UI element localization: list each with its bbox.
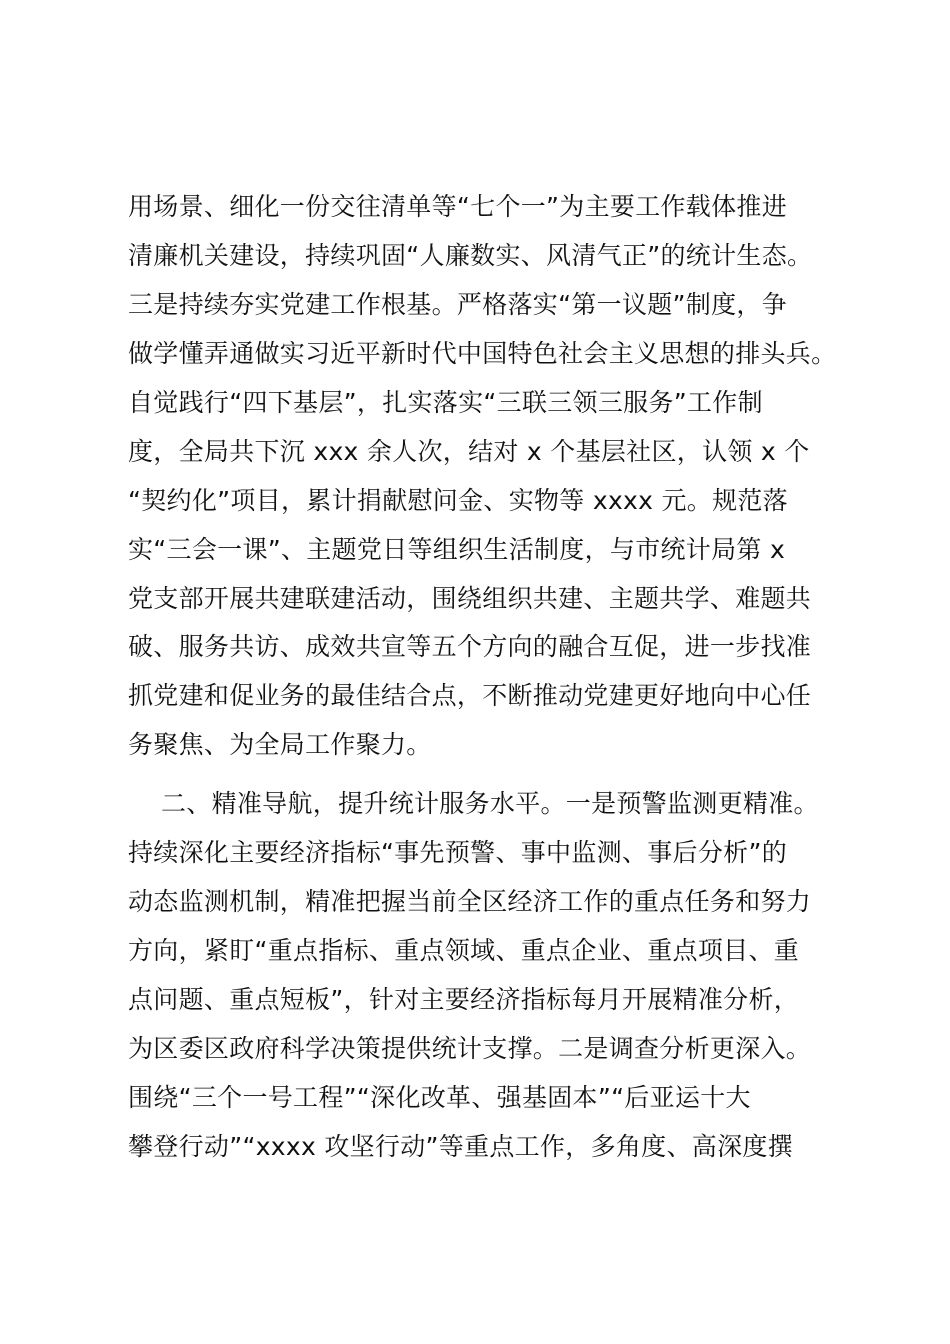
document-body bbox=[128, 183, 848, 1172]
text-line: 自觉践行“四下基层”，扎实落实“三联三领三服务”工作制 bbox=[128, 387, 763, 417]
text-line: 三是持续夯实党建工作根基。严格落实“第一议题”制度，争 bbox=[128, 289, 788, 319]
text-line: 度，全局共下沉 xxx 余人次，结对 x 个基层社区，认领 x 个 bbox=[128, 436, 810, 466]
text-line: 做学懂弄通做实习近平新时代中国特色社会主义思想的排头兵。 bbox=[128, 338, 837, 368]
text-line: 点问题、重点短板”，针对主要经济指标每月开展精准分析， bbox=[128, 985, 800, 1014]
text-line: 方向，紧盯“重点指标、重点领域、重点企业、重点项目、重 bbox=[128, 936, 800, 966]
text-line: 围绕“三个一号工程”“深化改革、强基固本”“后亚运十大 bbox=[128, 1082, 751, 1112]
paragraph-gap bbox=[128, 770, 848, 780]
text-line: 持续深化主要经济指标“事先预警、事中监测、事后分析”的 bbox=[128, 838, 788, 868]
text-line: 破、服务共访、成效共宣等五个方向的融合互促，进一步找准 bbox=[128, 632, 812, 662]
text-line: 实“三会一课”、主题党日等组织生活制度，与市统计局第 x bbox=[128, 534, 786, 564]
text-line: 攀登行动”“xxxx 攻坚行动”等重点工作，多角度、高深度撰 bbox=[128, 1131, 793, 1161]
text-line: 清廉机关建设，持续巩固“人廉数实、风清气正”的统计生态。 bbox=[128, 240, 813, 270]
paragraph-2 bbox=[128, 780, 848, 1172]
paragraph-1 bbox=[128, 183, 848, 770]
text-line: 党支部开展共建联建活动，围绕组织共建、主题共学、难题共 bbox=[128, 583, 812, 613]
text-line: “契约化”项目，累计捐献慰问金、实物等 xxxx 元。规范落 bbox=[128, 485, 788, 515]
text-line: 动态监测机制，精准把握当前全区经济工作的重点任务和努力 bbox=[128, 887, 812, 917]
text-line: 为区委区政府科学决策提供统计支撑。二是调查分析更深入。 bbox=[128, 1033, 812, 1063]
text-line: 抓党建和促业务的最佳结合点，不断推动党建更好地向中心任 bbox=[128, 681, 812, 711]
text-line: 务聚焦、为全局工作聚力。 bbox=[128, 730, 432, 760]
text-line: 二、精准导航，提升统计服务水平。一是预警监测更精准。 bbox=[128, 789, 819, 819]
text-line: 用场景、细化一份交往清单等“七个一”为主要工作载体推进 bbox=[128, 192, 788, 221]
